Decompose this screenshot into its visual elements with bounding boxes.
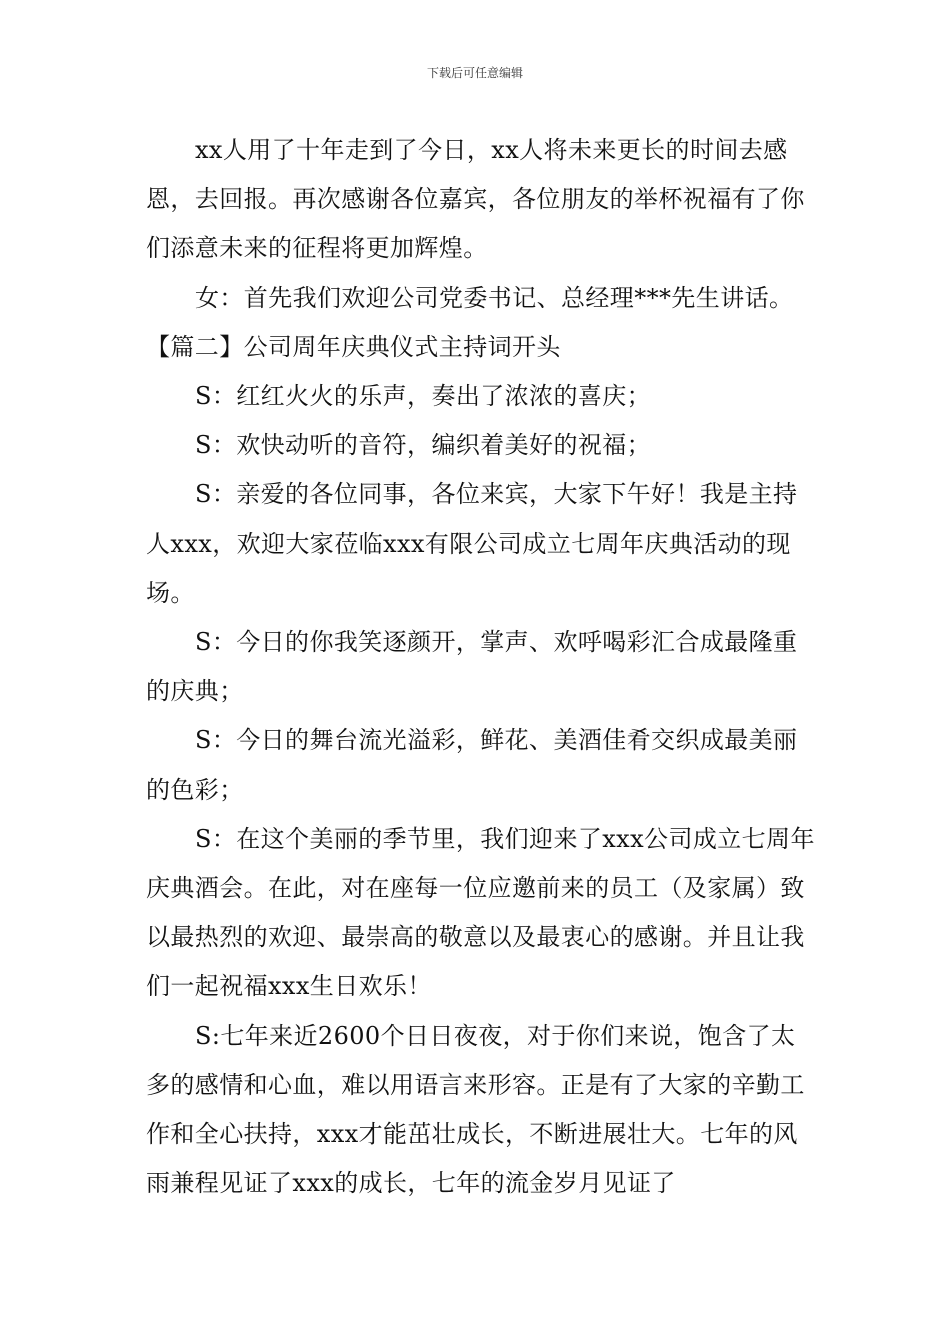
page-header: 下载后可任意编辑 [426, 66, 523, 80]
paragraph-welcome-speaker: 女：首先我们欢迎公司党委书记、总经理***先生讲话。 [195, 283, 794, 312]
paragraph-closing-thanks: xx人用了十年走到了今日，xx人将未来更长的时间去感恩，去回报。再次感谢各位嘉宾，各位朋友的举杯祝福有了你们添意未来的征程将更加辉煌。 [146, 136, 805, 263]
paragraph-host-welcome: S：在这个美丽的季节里，我们迎来了xxx公司成立七周年庆典酒会。在此，对在座每一位应邀前来的员工（及家属）致以最热烈的欢迎、最崇高的敬意以及最衷心的感谢。并且让我们一起祝福xxx生日欢乐！ [146, 824, 815, 1001]
paragraph-host-seven-years: S:七年来近2600个日日夜夜，对于你们来说，饱含了太多的感情和心血，难以用语言来形容。正是有了大家的辛勤工作和全心扶持，xxx才能茁壮成长，不断进展壮大。七年的风雨兼程见证了xxx的成长，七年的流金岁月见证了 [146, 1021, 805, 1198]
document-body [146, 126, 816, 1208]
section-heading: 【篇二】公司周年庆典仪式主持词开头 [146, 332, 561, 361]
paragraph-host-greeting: S：亲爱的各位同事，各位来宾，大家下午好！我是主持人xxx，欢迎大家莅临xxx有限公司成立七周年庆典活动的现场。 [146, 480, 798, 607]
paragraph-host-line-2: S：欢快动听的音符，编织着美好的祝福； [195, 431, 652, 460]
paragraph-host-line-3: S：今日的你我笑逐颜开，掌声、欢呼喝彩汇合成最隆重的庆典； [146, 628, 798, 706]
paragraph-host-line-4: S：今日的舞台流光溢彩，鲜花、美酒佳肴交织成最美丽的色彩； [146, 726, 798, 804]
paragraph-host-line-1: S：红红火火的乐声，奏出了浓浓的喜庆； [195, 382, 652, 411]
